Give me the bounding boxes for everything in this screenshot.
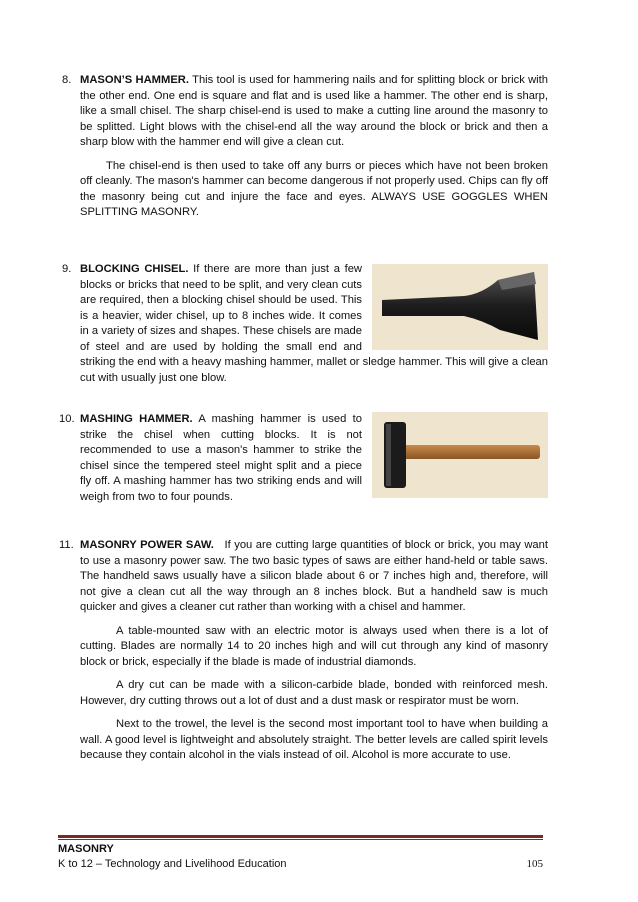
- item-text: This tool is used for hammering nails and for splitting block or brick with the other end. One end is square and flat and is used like a hammer. The other end is sharp, like a small chisel. The sharp chisel-end is used to make a cutting line around the masonry to be splitted. Light blows with the chisel-end all the way around the block or brick and then a sharp blow with the hammer end will give a clean cut.: [80, 74, 548, 148]
- item-heading: BLOCKING CHISEL.: [80, 263, 189, 275]
- item-text: If you are cutting large quantities of block or brick, you may want to use a masonry power saw. The two basic types of saws are either hand-held or table saws. The handheld saws usually have a silicon blade about 6 or 7 inches high and, therefore, will not give a clean cut all the way through an 8 inches block. But a handheld saw is much quicker and gives a cleaner cut rather than working with a chisel and hammer.: [80, 539, 548, 613]
- footer-divider-thin: [58, 839, 543, 840]
- item-text: A mashing hammer is used to strike the chisel when cutting blocks. It is not recommended to use a mason's hammer to strike the chisel since the tempered steel might split and a piece fly off. A mashing hammer has two striking ends and will weigh from two to four pounds.: [80, 413, 363, 503]
- footer-title: MASONRY: [58, 843, 114, 855]
- item-heading: MASHING HAMMER.: [80, 413, 193, 425]
- item-paragraph: [80, 538, 548, 616]
- chisel-icon: [372, 264, 548, 350]
- item-blocking-chisel: [62, 262, 548, 386]
- item-number: 9.: [62, 263, 72, 275]
- hammer-icon: [372, 412, 548, 498]
- item-text: If there are more than just a few blocks or bricks that need to be split, and very clean cuts are required, then a blocking chisel should be used. This is a heavier, wider chisel, up to 8 inches wide. It comes in a variety of sizes and shapes. These chisels are made of steel and are used by holding the small end and striking the end with a heavy mashing hammer, mallet or sledge hammer. This will give a clean cut with usually just one blow.: [80, 263, 548, 384]
- item-heading: MASONRY POWER SAW.: [80, 539, 214, 551]
- item-masonry-power-saw: [59, 538, 548, 764]
- item-paragraph-2: A table-mounted saw with an electric motor is always used when there is a lot of cutting. Blades are normally 14 to 20 inches high and will cut through any kind of masonry block or brick, especially if the blade is made of industrial diamonds.: [80, 624, 548, 668]
- item-number: 8.: [62, 74, 72, 86]
- item-masons-hammer: [62, 73, 548, 221]
- footer-subtitle: K to 12 – Technology and Livelihood Education: [58, 858, 287, 870]
- item-paragraph-4: Next to the trowel, the level is the second most important tool to have when building a wall. A good level is lightweight and absolutely straight. The better levels are called spirit levels because they contain alcohol in the vials instead of oil. Alcohol is more accurate to use.: [80, 718, 548, 761]
- mashing-hammer-image: [372, 412, 548, 498]
- item-number: 10.: [59, 413, 75, 425]
- item-heading: MASON’S HAMMER.: [80, 74, 189, 86]
- blocking-chisel-image: [372, 264, 548, 350]
- item-paragraph: [80, 73, 548, 151]
- item-paragraph-2: The chisel-end is then used to take off any burrs or pieces which have not been broken off cleanly. The mason's hammer can become dangerous if not properly used. Chips can fly off the masonry being cut and injure the face and eyes. ALWAYS USE GOGGLES WHEN SPLITTING MASONRY.: [80, 159, 548, 218]
- footer-divider: [58, 835, 543, 838]
- item-mashing-hammer: [59, 412, 548, 505]
- page-number: 105: [526, 858, 543, 870]
- item-number: 11.: [59, 539, 74, 551]
- item-paragraph-3: A dry cut can be made with a silicon-carbide blade, bonded with reinforced mesh. However, dry cutting throws out a lot of dust and a dust mask or respirator must be worn.: [80, 679, 548, 707]
